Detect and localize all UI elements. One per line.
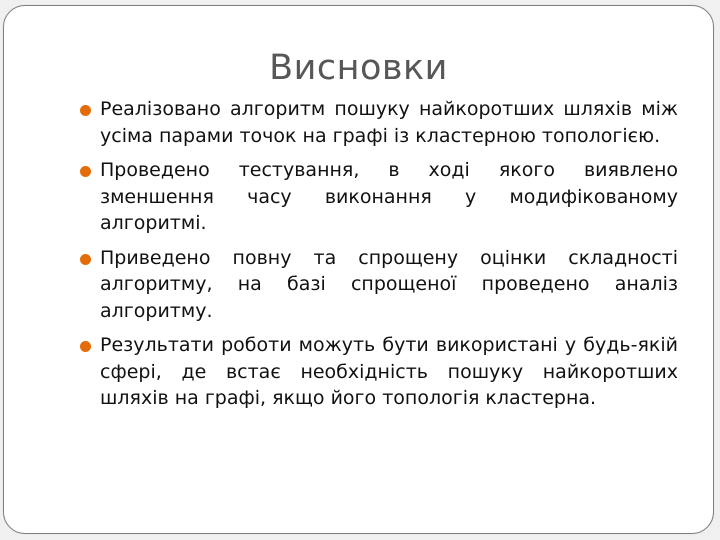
slide-title: Висновки bbox=[269, 48, 448, 88]
bullet-dot-icon bbox=[80, 105, 91, 116]
bullet-dot-icon bbox=[80, 341, 91, 352]
bullet-text: Результати роботи можуть бути використані у будь-якій сфері, де встає необхідність пошуку найкоротших шляхів на графі, якщо його топологія кластерна. bbox=[100, 334, 678, 409]
bullet-text: Приведено повну та спрощену оцінки складності алгоритму, на базі спрощеної проведено аналіз алгоритму. bbox=[100, 246, 678, 322]
slide-frame bbox=[3, 5, 714, 534]
list-item bbox=[78, 245, 678, 325]
list-item bbox=[78, 332, 678, 412]
bullet-text: Проведено тестування, в ході якого виявлено зменшення часу виконання у модифікованому алгоритмі. bbox=[100, 159, 678, 234]
list-item bbox=[78, 96, 678, 149]
bullet-list bbox=[78, 96, 678, 420]
bullet-dot-icon bbox=[80, 166, 91, 177]
bullet-dot-icon bbox=[80, 254, 91, 265]
bullet-text: Реалізовано алгоритм пошуку найкоротших шляхів між усіма парами точок на графі із кластерною топологією. bbox=[100, 98, 678, 147]
list-item bbox=[78, 157, 678, 237]
